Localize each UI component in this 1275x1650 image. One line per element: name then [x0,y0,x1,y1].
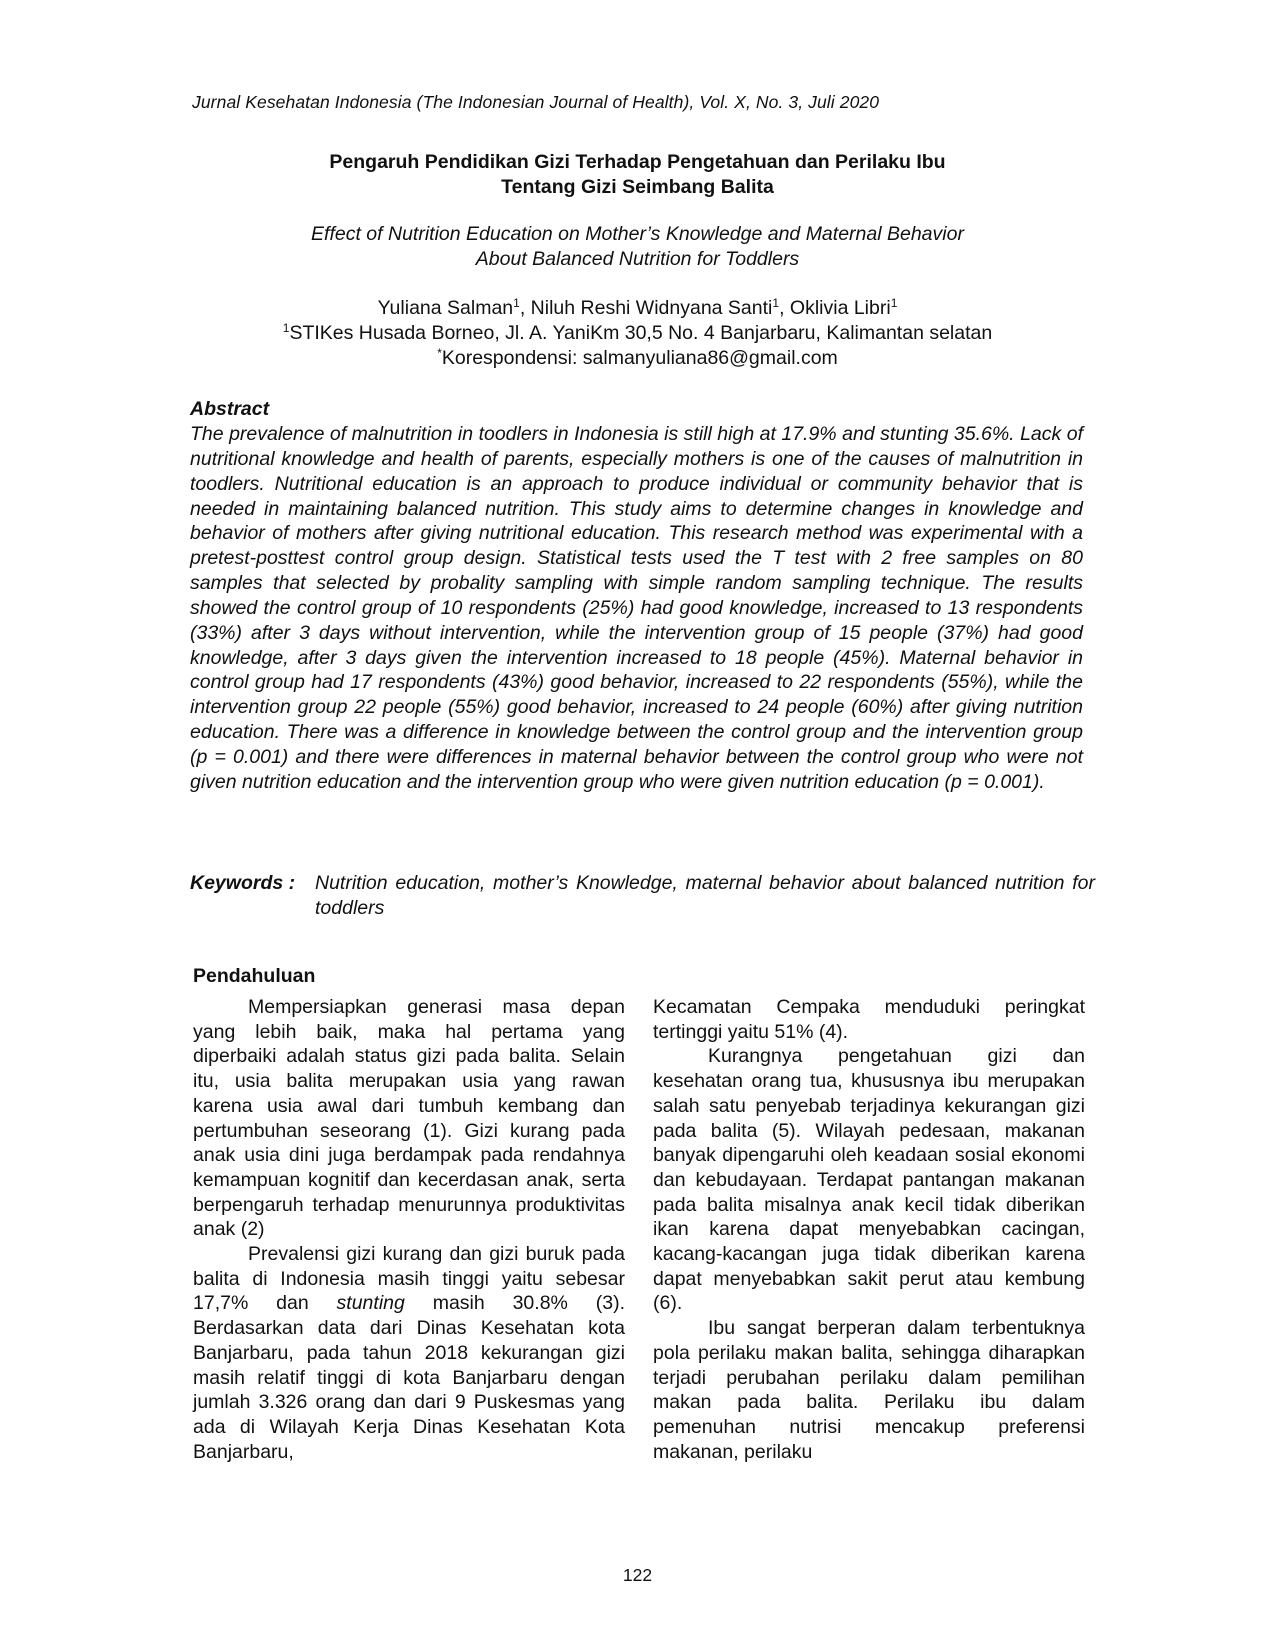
paragraph: Ibu sangat berperan dalam terbentuknya pola perilaku makan balita, sehingga diharapkan terjadi perubahan perilaku dalam pemilihan makan pada balita. Perilaku ibu dalam pemenuhan nutrisi mencakup preferensi makanan, perilaku [653,1317,1085,1463]
affiliation [190,321,1085,346]
correspondence-marker: * [437,346,442,360]
abstract-body: The prevalence of malnutrition in toodlers in Indonesia is still high at 17.9% and stunting 35.6%. Lack of nutritional knowledge and health of parents, especially mothers is one of the causes of malnutrition in toodlers. Nutritional education is an approach to produce individual or community behavior that is needed in maintaining balanced nutrition. This study aims to determine changes in knowledge and behavior of mothers after giving nutritional education. This research method was experimental with a pretest-posttest control group design. Statistical tests used the T test with 2 free samples on 80 samples that selected by probality sampling with simple random sampling technique. The results showed the control group of 10 respondents (25%) had good knowledge, increased to 13 respondents (33%) after 3 days without intervention, while the intervention group of 15 people (37%) had good knowledge, after 3 days given the intervention increased to 18 people (45%). Maternal behavior in control group had 17 respondents (43%) good behavior, increased to 22 respondents (55%), while the intervention group 22 people (55%) good behavior, increased to 24 people (60%) after giving nutrition education. There was a difference in knowledge between the control group and the intervention group (p = 0.001) and there were differences in maternal behavior between the control group who were not given nutrition education and the intervention group who were given nutrition education (p = 0.001). [190,423,1083,793]
right-column [653,995,1085,1464]
abstract-heading: Abstract [190,398,270,420]
paragraph: Mempersiapkan generasi masa depan yang lebih baik, maka hal pertama yang diperbaiki adalah status gizi pada balita. Selain itu, usia balita merupakan usia yang rawan karena usia awal dari tumbuh kembang dan pertumbuhan seseorang (1). Gizi kurang pada anak usia dini juga berdampak pada rendahnya kemampuan kognitif dan kecerdasan anak, serta berpengaruh terhadap menurunnya produktivitas anak (2) [193,996,625,1241]
running-head: Jurnal Kesehatan Indonesia (The Indonesian Journal of Health), Vol. X, No. 3, Juli 2020 [192,92,880,112]
paragraph: Kecamatan Cempaka menduduki peringkat tertinggi yaitu 51% (4). [653,996,1085,1043]
paragraph-text: masih 30.8% (3). Berdasarkan data dari Dinas Kesehatan kota Banjarbaru, pada tahun 2018 kekurangan gizi masih relatif tinggi di kota Banjarbaru dengan jumlah 3.326 orang dan dari 9 Puskesmas yang ada di Wilayah Kerja Dinas Kesehatan Kota Banjarbaru, [193,1292,625,1463]
title-indonesian-line2: Tentang Gizi Seimbang Balita [501,176,774,198]
affiliation-marker: 1 [890,296,898,310]
author-name: , Niluh Reshi Widnyana Santi [519,297,773,319]
title-english-line1: Effect of Nutrition Education on Mother’s Knowledge and Maternal Behavior [311,223,964,245]
section-heading: Pendahuluan [193,965,316,987]
correspondence-text: Korespondensi: salmanyuliana86@gmail.com [441,347,838,369]
affiliation-marker: 1 [772,296,780,310]
keywords-text: Nutrition education, mother’s Knowledge, maternal behavior about balanced nutrition for toddlers [315,872,1095,919]
affiliation-marker: 1 [282,321,290,335]
paragraph-text: Prevalensi gizi kurang dan gizi buruk pada balita di Indonesia masih tinggi yaitu sebesar 17,7% dan [193,1243,625,1315]
author-list [190,296,1085,321]
correspondence [190,346,1085,371]
title-block [200,150,1075,272]
paragraph [193,1242,625,1464]
abstract-section [190,397,1083,795]
keywords-section [190,871,1095,921]
title-indonesian-line1: Pengaruh Pendidikan Gizi Terhadap Pengetahuan dan Perilaku Ibu [329,151,946,173]
italic-term: stunting [336,1292,405,1315]
title-english-line2: About Balanced Nutrition for Toddlers [475,248,800,270]
paragraph: Kurangnya pengetahuan gizi dan kesehatan orang tua, khususnya ibu merupakan salah satu penyebab terjadinya kekurangan gizi pada balita (5). Wilayah pedesaan, makanan banyak dipengaruhi oleh keadaan sosial ekonomi dan kebudayaan. Terdapat pantangan makanan pada balita misalnya anak kecil tidak diberikan ikan karena dapat menyebabkan cacingan, kacang-kacangan juga tidak diberikan karena dapat menyebabkan sakit perut atau kembung (6). [653,1045,1085,1315]
author-name: , Oklivia Libri [779,297,891,319]
title-english [200,222,1075,272]
page-number: 122 [622,1565,653,1585]
authors-block [190,296,1085,371]
keywords-label: Keywords : [190,872,296,894]
author-name: Yuliana Salman [377,297,514,319]
affiliation-marker: 1 [513,296,520,310]
title-indonesian [200,150,1075,200]
left-column [193,995,625,1464]
affiliation-text: STIKes Husada Borneo, Jl. A. YaniKm 30,5 No. 4 Banjarbaru, Kalimantan selatan [289,322,993,344]
